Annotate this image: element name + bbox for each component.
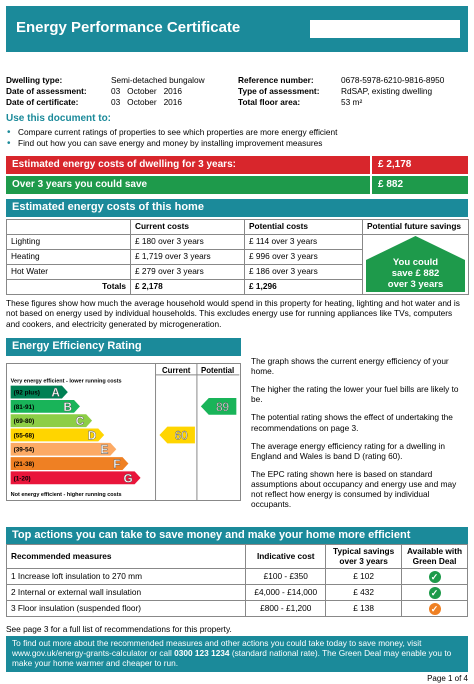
costs-header-blank [7,220,131,235]
footer-info [6,636,468,672]
band-letter: B [63,399,73,414]
actions-table [6,544,468,617]
check-icon: ✓ [429,571,441,583]
band-range-label: (1-20) [13,475,31,483]
band-letter: C [75,414,85,429]
table-cell-current: £ 1,719 over 3 years [131,250,245,265]
table-row [7,585,468,601]
dwelling-details [6,76,468,109]
eer-explanation [251,356,468,517]
eer-title: Energy Efficiency Rating [12,340,142,352]
table-row-label: Hot Water [7,265,131,280]
use-document-title: Use this document to: [6,113,112,124]
eer-paragraph: The average energy efficiency rating for a dwelling in England and Wales is band D (rating 60). [251,440,446,461]
savings-value: £ 882 [378,179,404,190]
check-icon: ✓ [429,587,441,599]
footer-link[interactable]: www.gov.uk/energy-grants-calculator or call [12,647,175,658]
estimated-cost-value: £ 2,178 [378,159,412,170]
measure-saving: £ 432 [326,585,402,601]
measure-cost: £800 - £1,200 [246,601,326,617]
current-rating-value: 60 [174,428,188,443]
table-row [7,569,468,585]
header-reference-box [310,20,460,38]
measure-saving: £ 102 [326,569,402,585]
footer-phone: 0300 123 1234 [174,647,230,658]
actions-header-cost: Indicative cost [246,545,326,569]
footer-line: make your home warmer and cheaper to run. [12,657,179,668]
band-range-label: (55-68) [13,432,35,440]
certificate-header [6,6,468,52]
assessment-type-label: Type of assessment: [238,86,320,96]
band-letter: E [100,442,109,457]
measure-saving: £ 138 [326,601,402,617]
table-cell-potential: £ 186 over 3 years [245,265,363,280]
top-actions-header [6,527,468,545]
house-savings-icon [364,234,467,294]
costs-header-current: Current costs [131,220,245,235]
reference-value: 0678-5978-6210-9816-8950 [341,75,445,85]
table-cell-potential: £ 114 over 3 years [245,235,363,250]
estimated-cost-bar [6,156,468,174]
band-letter: D [87,428,97,443]
top-actions-title: Top actions you can take to save money and make your home more efficient [12,529,411,541]
band-range-label: (81-91) [13,403,35,411]
current-column-label: Current [161,365,191,375]
measure-name: 1 Increase loft insulation to 270 mm [7,569,246,585]
table-cell-current: £ 279 over 3 years [131,265,245,280]
reference-label: Reference number: [238,75,314,85]
totals-current: £ 2,178 [131,280,245,295]
measure-name: 2 Internal or external wall insulation [7,585,246,601]
table-cell-current: £ 180 over 3 years [131,235,245,250]
measure-name: 3 Floor insulation (suspended floor) [7,601,246,617]
costs-section-title: Estimated energy costs of this home [12,201,204,213]
date-assessment-label: Date of assessment: [6,86,87,96]
table-row [7,601,468,617]
savings-line: save £ 882 [391,268,440,279]
savings-bar [6,176,468,194]
eer-paragraph: The higher the rating the lower your fuel bills are likely to be. [251,384,459,405]
see-page-note: See page 3 for a full list of recommendations for this property. [6,624,232,634]
check-icon: ✓ [429,603,441,615]
actions-header-green-deal: Available with Green Deal [402,545,468,569]
potential-rating-value: 89 [215,399,230,414]
footer-line: To find out more about the recommended measures and other actions you could take today to save money, visit [12,638,422,648]
page-title: Energy Performance Certificate [16,19,241,36]
bullet-item: • Compare current ratings of properties to see which properties are more energy efficient [6,128,468,139]
totals-potential: £ 1,296 [245,280,363,295]
bullet-item: • Find out how you can save energy and money by installing improvement measures [6,139,468,150]
actions-header-savings: Typical savings over 3 years [326,545,402,569]
band-letter: F [113,456,121,471]
dwelling-type-label: Dwelling type: [6,75,63,85]
date-certificate-value: 03 October 2016 [111,97,183,107]
estimated-cost-label: Estimated energy costs of dwelling for 3 years: [12,159,236,170]
band-range-label: (21-38) [13,461,35,468]
savings-label: Over 3 years you could save [12,179,148,190]
page-number: Page 1 of 4 [427,674,468,683]
assessment-type-value: RdSAP, existing dwelling [341,86,433,96]
eer-paragraph: The graph shows the current energy efficiency of your home. [251,356,449,377]
dwelling-type-value: Semi-detached bungalow [111,75,205,85]
measure-cost: £4,000 - £14,000 [246,585,326,601]
costs-header-savings: Potential future savings [363,220,469,235]
band-range-label: (39-54) [13,446,35,454]
floor-area-value: 53 m² [341,97,363,107]
top-caption: Very energy efficient - lower running costs [10,378,122,385]
savings-line: over 3 years [387,279,444,290]
band-range-label: (69-80) [13,418,35,426]
costs-explanation: These figures show how much the average household would spend in this property for heating, lighting and hot water and is not based on energy used by individual households. This excludes energy use for running appliances like TVs, computers and cookers, and electricity generated by microgeneration. [6,298,460,329]
eer-header [6,338,241,356]
potential-column-label: Potential [200,365,235,375]
band-letter: A [51,385,60,400]
band-range-label: (92 plus) [13,389,40,397]
band-letter: G [123,471,133,486]
bottom-caption: Not energy efficient - higher running costs [10,492,122,499]
costs-header-potential: Potential costs [245,220,363,235]
date-certificate-label: Date of certificate: [6,97,79,107]
totals-label: Totals [7,280,131,295]
date-assessment-value: 03 October 2016 [111,86,183,96]
table-row-label: Heating [7,250,131,265]
table-cell-potential: £ 996 over 3 years [245,250,363,265]
energy-rating-chart [6,363,241,501]
measure-cost: £100 - £350 [246,569,326,585]
use-bullets [6,128,468,150]
eer-paragraph: The EPC rating shown here is based on standard assumptions about occupancy and energy use and may not reflect how energy is consumed by individual occupants. [251,468,457,510]
costs-section-header [6,199,468,217]
actions-header-measures: Recommended measures [7,545,246,569]
footer-line: (standard national rate). The Green Deal may enable you to [229,647,452,658]
floor-area-label: Total floor area: [238,97,301,107]
table-row-label: Lighting [7,235,131,250]
savings-line: You could [392,257,439,268]
eer-paragraph: The potential rating shows the effect of undertaking the recommendations on page 3. [251,412,453,433]
